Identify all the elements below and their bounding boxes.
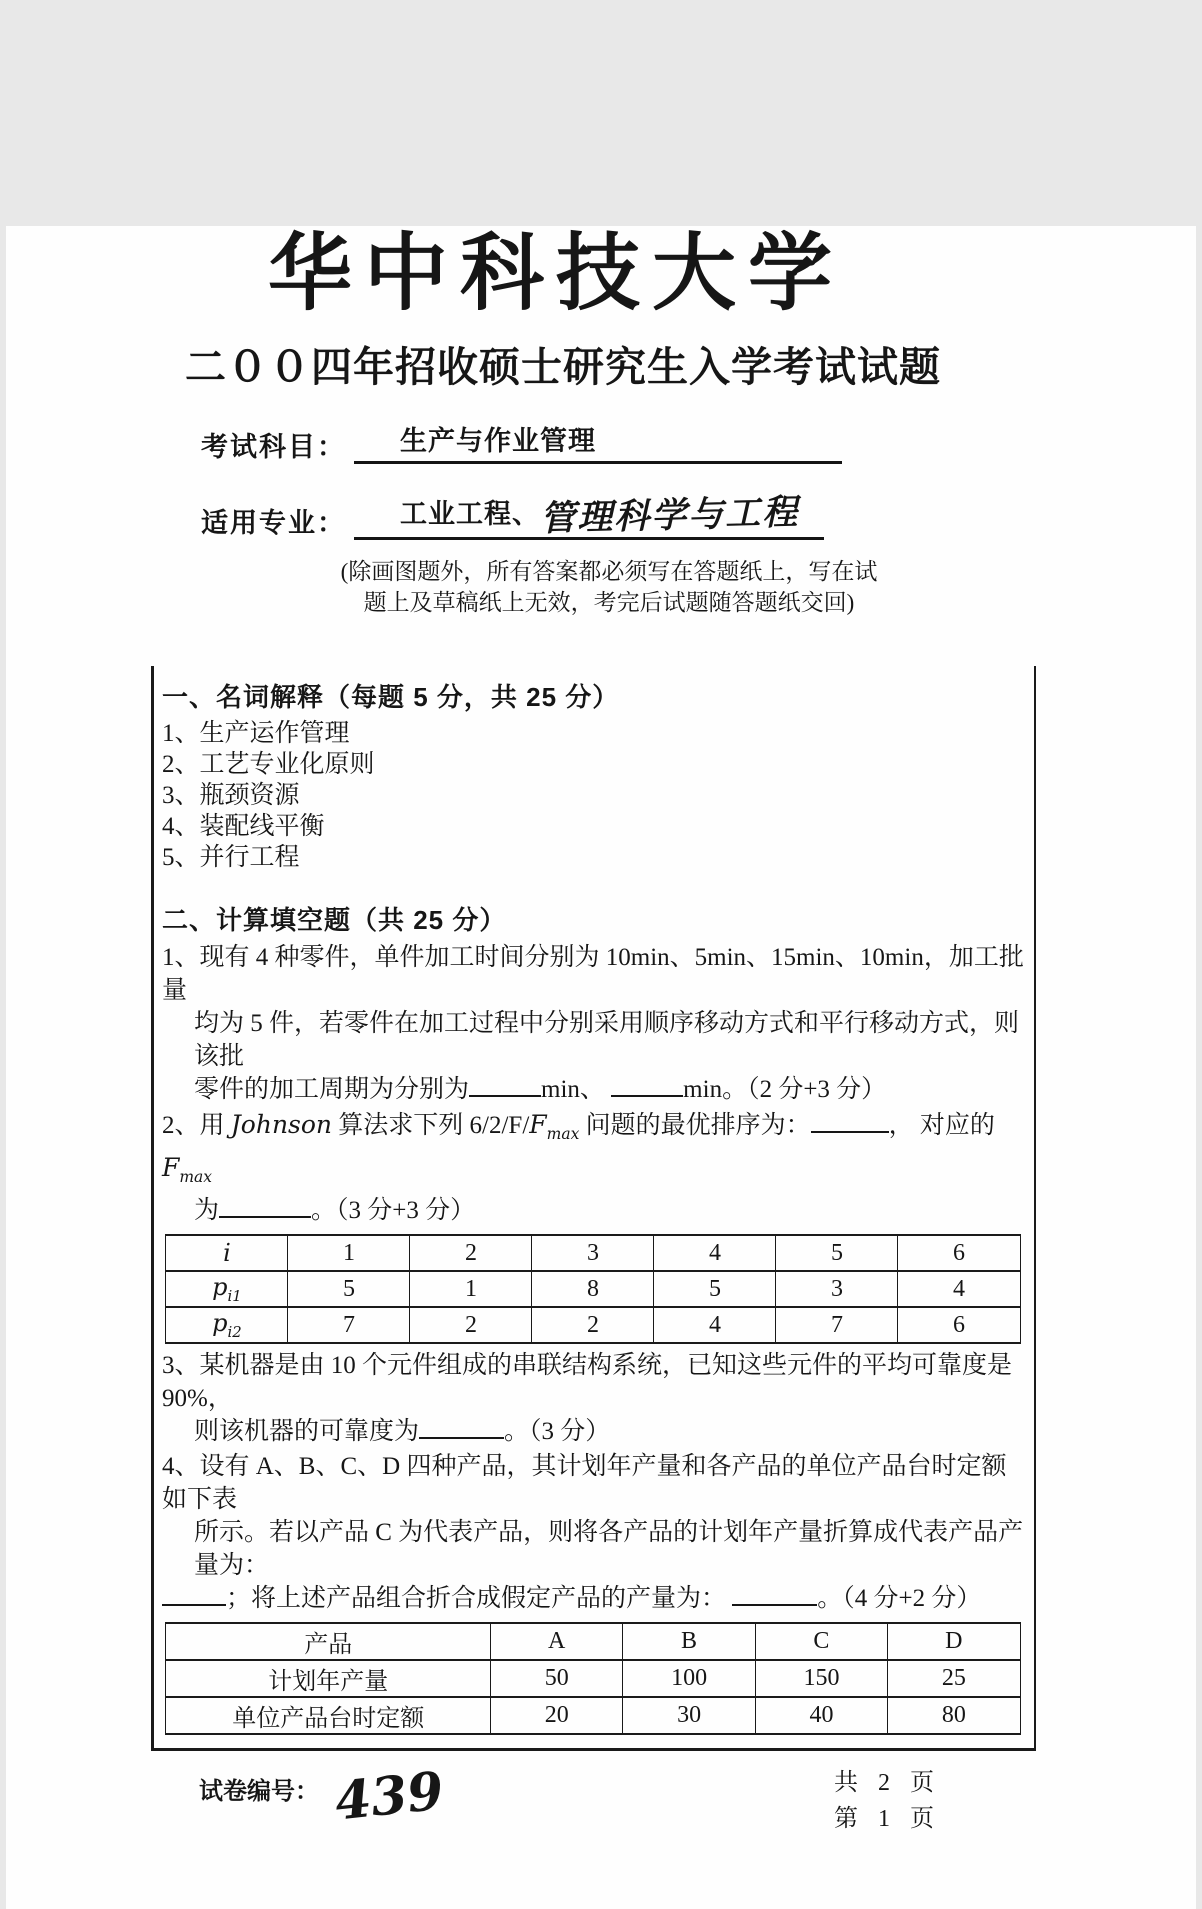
text-run: 零件的加工周期为分别为: [194, 1076, 470, 1104]
major-value: [354, 484, 824, 540]
question-4: [162, 1450, 1024, 1615]
table-cell: 6: [898, 1235, 1020, 1271]
table-cell: 3: [776, 1271, 898, 1307]
table-cell: 6: [898, 1307, 1020, 1343]
table-cell: 50: [491, 1660, 623, 1697]
exam-subtitle: 二００四年招收硕士研究生入学考试试题: [185, 344, 941, 391]
math-variable: F: [529, 1110, 547, 1140]
table-cell: 7: [776, 1307, 898, 1343]
definition-item: 2、工艺专业化原则: [162, 751, 375, 779]
row-label: [166, 1271, 288, 1307]
text-run: min。（2 分+3 分）: [683, 1076, 887, 1104]
table-cell: 2: [532, 1307, 654, 1343]
answer-blank: [732, 1585, 817, 1606]
table-cell: 1: [410, 1271, 532, 1307]
question-3: [162, 1349, 1024, 1448]
exam-subject-value: 生产与作业管理: [354, 419, 842, 464]
exam-info-form: [201, 419, 1196, 540]
text-run: 4、设有 A、B、C、D 四种产品，其计划年产量和各产品的单位产品台时定额如下表: [162, 1453, 1007, 1514]
question-line: [162, 941, 1024, 1007]
question-line: [162, 1007, 1024, 1073]
question-line: [162, 1108, 1024, 1194]
text-run: 1、现有 4 种零件，单件加工时间分别为 10min、5min、15min、10min，加工批量: [162, 944, 1024, 1005]
table-row: [166, 1697, 1020, 1734]
text-run: 。（3 分+3 分）: [311, 1197, 476, 1225]
paper-number-handwritten: 439: [332, 1760, 447, 1833]
table-cell: 20: [491, 1697, 623, 1734]
definition-item: 3、瓶颈资源: [162, 782, 300, 810]
answer-blank: [811, 1112, 889, 1133]
products-table: [165, 1622, 1020, 1735]
question-1: [162, 941, 1024, 1106]
question-line: [162, 1194, 1024, 1227]
text-run: 为: [194, 1197, 220, 1225]
exam-paper-page: [6, 223, 1196, 1909]
row-label: [166, 1235, 288, 1271]
text-run: 问题的最优排序为：: [579, 1112, 811, 1140]
text-run: 。（3 分）: [504, 1418, 611, 1446]
major-value-handwritten: 管理科学与工程: [539, 491, 800, 540]
instruction-note-line1: (除画图题外，所有答案都必须写在答题纸上，写在试: [340, 559, 878, 585]
definition-item: 5、并行工程: [162, 844, 300, 872]
table-cell: 5: [654, 1271, 776, 1307]
math-variable: p: [212, 1273, 228, 1302]
current-page: 第 1 页: [834, 1806, 941, 1833]
row-label: 单位产品台时定额: [166, 1697, 491, 1734]
table-cell: 7: [288, 1307, 410, 1343]
math-subscript: max: [179, 1168, 213, 1187]
instruction-note: [14, 556, 1202, 618]
table-cell: 1: [288, 1235, 410, 1271]
table-header-cell: B: [623, 1623, 755, 1660]
page-count: [834, 1763, 1036, 1837]
row-label: [166, 1307, 288, 1343]
questions-box: [151, 666, 1036, 1751]
table-cell: 25: [888, 1660, 1020, 1697]
text-run: 。（4 分+2 分）: [817, 1585, 982, 1613]
section1-title: 一、名词解释（每题 5 分，共 25 分）: [162, 682, 620, 713]
answer-blank: [162, 1585, 226, 1606]
table-header-cell: A: [491, 1623, 623, 1660]
table-cell: 2: [410, 1235, 532, 1271]
table-row: [166, 1235, 1020, 1271]
table-cell: 4: [898, 1271, 1020, 1307]
math-variable: Johnson: [230, 1110, 333, 1140]
section2-title: 二、计算填空题（共 25 分）: [162, 905, 507, 936]
table-header-cell: D: [888, 1623, 1020, 1660]
table-cell: 80: [888, 1697, 1020, 1734]
text-run: ， 对应的: [888, 1112, 995, 1140]
major-value-printed: 工业工程、: [400, 499, 540, 530]
text-run: 算法求下列 6/2/F/: [332, 1112, 530, 1140]
johnson-table: [165, 1234, 1020, 1344]
question-line: [162, 1516, 1024, 1582]
university-title: 华中科技大学: [267, 223, 844, 322]
text-run: ；将上述产品组合折合成假定产品的产量为：: [226, 1585, 733, 1613]
answer-blank: [219, 1197, 311, 1218]
answer-blank: [469, 1076, 541, 1097]
paper-number: [199, 1760, 447, 1833]
math-subscript: max: [546, 1125, 580, 1144]
question-2: [162, 1108, 1024, 1227]
table-cell: 40: [755, 1697, 887, 1734]
table-cell: 4: [654, 1235, 776, 1271]
question-line: [162, 1073, 1024, 1106]
table-cell: 30: [623, 1697, 755, 1734]
text-run: 所示。若以产品 C 为代表产品，则将各产品的计划年产量折算成代表产品产量为：: [194, 1519, 1024, 1580]
math-subscript: i1: [227, 1286, 242, 1305]
table-cell: 5: [288, 1271, 410, 1307]
table-row: [166, 1271, 1020, 1307]
text-run: 则该机器的可靠度为: [194, 1418, 420, 1446]
question-line: [162, 1415, 1024, 1448]
table-cell: 8: [532, 1271, 654, 1307]
table-cell: 5: [776, 1235, 898, 1271]
table-cell: 3: [532, 1235, 654, 1271]
instruction-note-line2: 题上及草稿纸上无效，考完后试题随答题纸交回): [363, 590, 855, 616]
answer-blank: [419, 1418, 504, 1439]
table-header-row: [166, 1623, 1020, 1660]
major-label: 适用专业：: [201, 508, 346, 539]
answer-blank: [611, 1076, 683, 1097]
definition-item: 4、装配线平衡: [162, 813, 325, 841]
text-run: 均为 5 件，若零件在加工过程中分别采用顺序移动方式和平行移动方式，则该批: [194, 1010, 1020, 1071]
text-run: min、: [541, 1076, 612, 1104]
table-cell: 4: [654, 1307, 776, 1343]
table-header-cell: 产品: [166, 1623, 491, 1660]
table-cell: 150: [755, 1660, 887, 1697]
question-line: [162, 1582, 1024, 1615]
page-footer: [151, 1760, 1036, 1837]
table-row: [166, 1307, 1020, 1343]
exam-subject-label: 考试科目：: [201, 432, 346, 463]
question-line: [162, 1349, 1024, 1415]
exam-subject-line: [201, 419, 1196, 464]
section1-items: [162, 718, 1024, 873]
math-variable: i: [223, 1238, 231, 1267]
table-cell: 2: [410, 1307, 532, 1343]
text-run: 3、某机器是由 10 个元件组成的串联结构系统，已知这些元件的平均可靠度是 90%，: [162, 1352, 1013, 1413]
total-pages: 共 2 页: [834, 1770, 941, 1797]
text-run: 2、用: [162, 1112, 231, 1140]
question-line: [162, 1450, 1024, 1516]
table-header-cell: C: [755, 1623, 887, 1660]
definition-item: 1、生产运作管理: [162, 720, 350, 748]
table-row: [166, 1660, 1020, 1697]
row-label: 计划年产量: [166, 1660, 491, 1697]
math-variable: p: [212, 1309, 228, 1338]
math-variable: F: [162, 1153, 180, 1183]
math-subscript: i2: [227, 1322, 242, 1341]
table-cell: 100: [623, 1660, 755, 1697]
major-line: [201, 484, 1196, 540]
paper-number-label: 试卷编号：: [199, 1778, 319, 1806]
